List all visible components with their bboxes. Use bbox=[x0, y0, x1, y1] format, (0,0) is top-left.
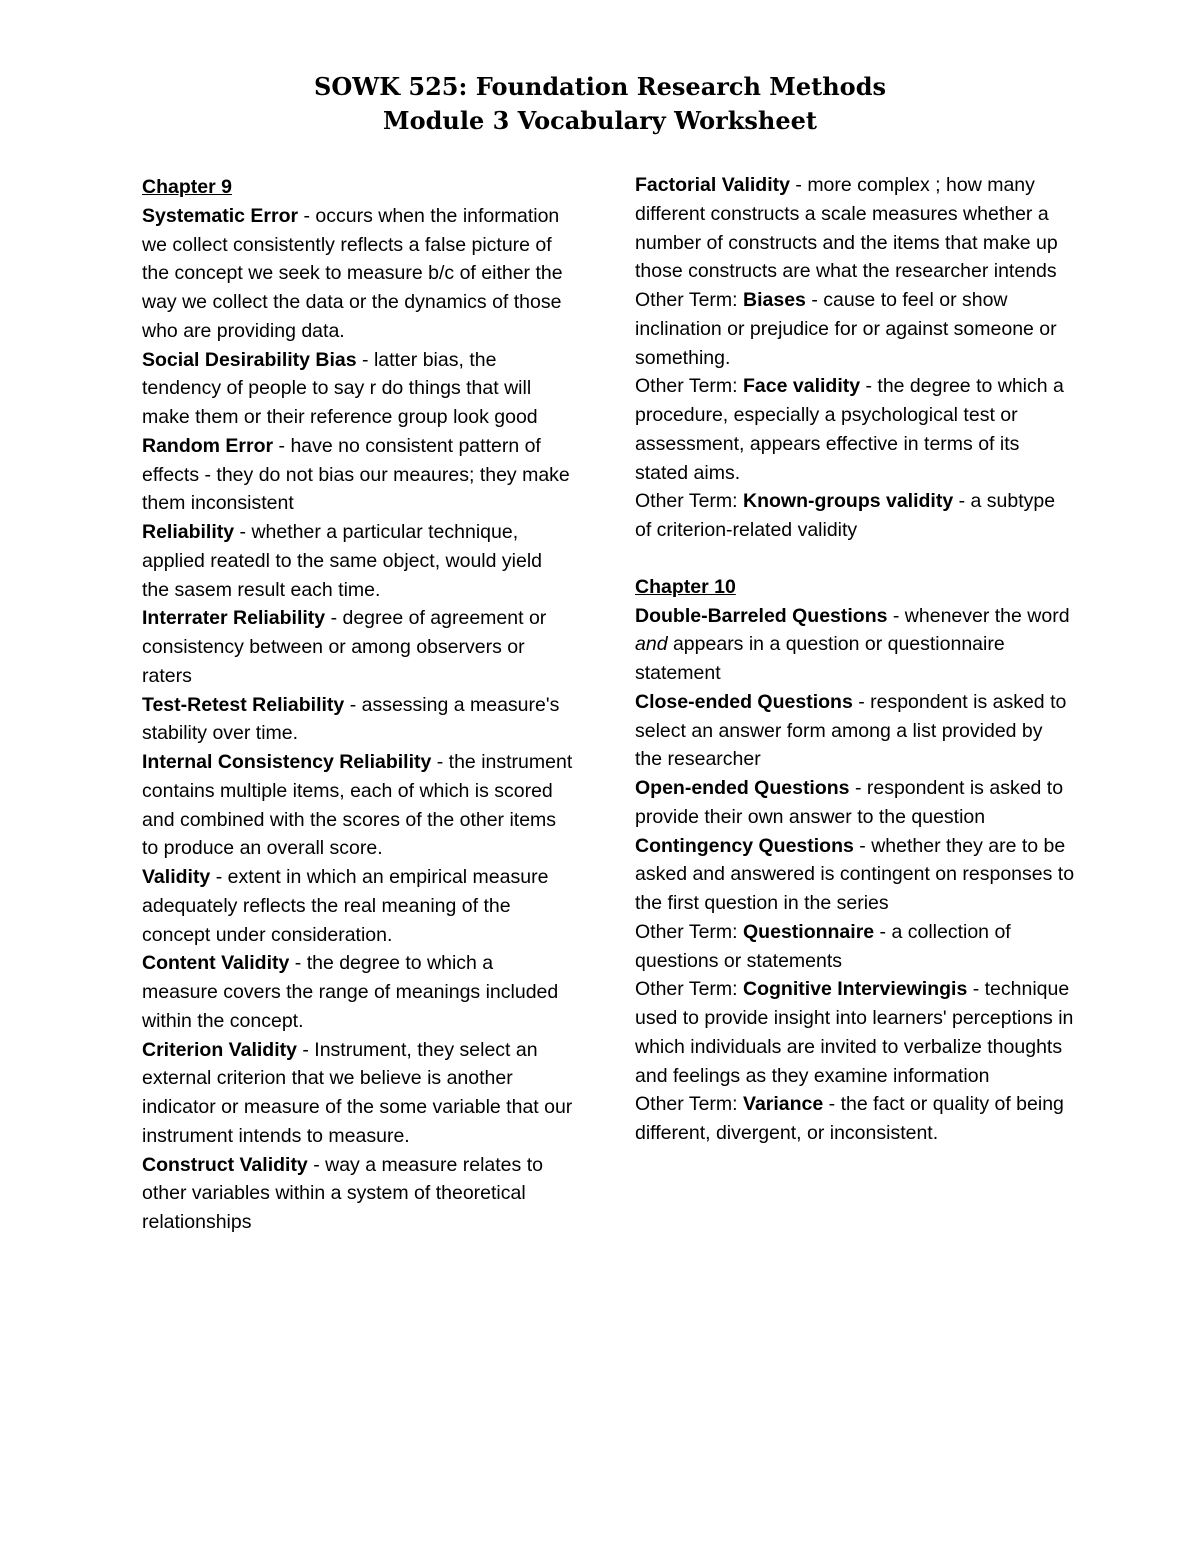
vocab-term: Criterion Validity bbox=[142, 1038, 297, 1061]
vocab-term: Contingency Questions bbox=[635, 834, 854, 857]
vocab-entry bbox=[142, 691, 574, 749]
vocab-term: Close-ended Questions bbox=[635, 690, 853, 713]
vocab-term: Internal Consistency Reliability bbox=[142, 751, 432, 773]
vocab-entry bbox=[635, 918, 1075, 976]
vocab-other-term-prefix: Other Term: bbox=[635, 289, 744, 311]
vocab-entry bbox=[142, 346, 574, 432]
vocab-entry bbox=[635, 602, 1075, 688]
chapter-9-continued-entries bbox=[635, 171, 1075, 545]
vocab-other-term-prefix: Other Term: bbox=[635, 490, 744, 513]
vocab-entry bbox=[142, 604, 574, 690]
vocab-definition: - respondent is asked to provide their own answer to the question bbox=[635, 777, 1064, 828]
vocab-definition: - the fact or quality of being different, divergent, or inconsistent. bbox=[635, 1093, 1064, 1144]
chapter-10-entries bbox=[635, 688, 1075, 1148]
vocab-term: Content Validity bbox=[142, 952, 290, 975]
vocab-definition: - have no consistent pattern of effects - they do not bias our meaures; they make them inconsistent bbox=[142, 434, 570, 515]
document-subtitle: Module 3 Vocabulary Worksheet bbox=[383, 106, 817, 135]
vocab-definition: - technique used to provide insight into learners' perceptions in which individuals are invited to verbalize thoughts and feelings as they examine information bbox=[635, 978, 1074, 1087]
vocab-entry bbox=[142, 863, 574, 949]
vocab-entry bbox=[635, 975, 1075, 1090]
vocab-entry bbox=[142, 518, 574, 604]
vocab-definition: - the instrument contains multiple items, each of which is scored and combined with the scores of the other items to produce an overall score. bbox=[142, 751, 573, 860]
vocab-definition: - the degree to which a measure covers the range of meanings included within the concept. bbox=[142, 952, 559, 1032]
vocab-term: Double-Barreled Questions bbox=[635, 604, 888, 627]
vocab-term: Interrater Reliability bbox=[142, 607, 326, 630]
vocab-definition: - a subtype of criterion-related validity bbox=[635, 490, 1056, 541]
vocab-term: Validity bbox=[142, 866, 211, 888]
vocab-definition: appears in a question or questionnaire statement bbox=[635, 633, 1005, 684]
vocab-definition: - whether they are to be asked and answered is contingent on responses to the first question in the series bbox=[635, 834, 1075, 914]
vocab-term: Questionnaire bbox=[743, 920, 875, 943]
vocab-term: Face validity bbox=[743, 375, 861, 398]
vocab-term: Open-ended Questions bbox=[635, 777, 850, 799]
document-title: SOWK 525: Foundation Research Methods bbox=[314, 72, 886, 101]
vocab-entry bbox=[142, 1151, 574, 1237]
section-spacer bbox=[635, 545, 1075, 573]
vocab-definition-emphasis: and bbox=[635, 633, 668, 656]
vocab-definition: - extent in which an empirical measure adequately reflects the real meaning of the concept under consideration. bbox=[142, 866, 549, 946]
vocab-other-term-prefix: Other Term: bbox=[635, 978, 744, 1001]
right-column bbox=[635, 171, 1075, 1148]
vocab-definition: - latter bias, the tendency of people to say r do things that will make them or their reference group look good bbox=[142, 348, 538, 428]
vocab-term: Factorial Validity bbox=[635, 174, 790, 196]
vocab-definition: - way a measure relates to other variables within a system of theoretical relationships bbox=[142, 1153, 543, 1233]
vocab-definition: - occurs when the information we collect consistently reflects a false picture of the concept we seek to measure b/c of either the way we collect the data or the dynamics of those who are providing data. bbox=[142, 204, 563, 342]
vocab-definition: - the degree to which a procedure, especially a psychological test or assessment, appears effective in terms of its stated aims. bbox=[635, 375, 1064, 484]
document-header bbox=[0, 70, 1200, 138]
vocab-other-term-prefix: Other Term: bbox=[635, 920, 744, 943]
vocab-entry bbox=[635, 832, 1075, 918]
vocab-term: Cognitive Interviewingis bbox=[743, 978, 968, 1001]
vocab-definition: - Instrument, they select an external criterion that we believe is another indicator or measure of the some variable that our instrument intends to measure. bbox=[142, 1038, 573, 1147]
vocab-entry bbox=[635, 1090, 1075, 1148]
vocab-definition: - degree of agreement or consistency between or among observers or raters bbox=[142, 607, 547, 687]
vocab-term: Test-Retest Reliability bbox=[142, 693, 345, 716]
chapter-9-heading: Chapter 9 bbox=[142, 176, 232, 198]
vocab-definition: - whenever the word bbox=[887, 604, 1070, 627]
vocab-definition: - cause to feel or show inclination or prejudice for or against someone or something. bbox=[635, 289, 1057, 369]
vocab-definition: - assessing a measure's stability over time. bbox=[142, 693, 560, 745]
vocab-entry bbox=[142, 949, 574, 1035]
vocab-entry bbox=[635, 774, 1075, 832]
vocab-other-term-prefix: Other Term: bbox=[635, 375, 744, 398]
vocab-term: Known-groups validity bbox=[743, 490, 954, 513]
vocab-term: Reliability bbox=[142, 521, 235, 543]
vocab-definition: - whether a particular technique, applied reatedl to the same object, would yield the sasem result each time. bbox=[142, 521, 542, 601]
vocab-term: Biases bbox=[743, 289, 806, 311]
vocab-entry bbox=[142, 1036, 574, 1151]
vocab-entry bbox=[635, 286, 1075, 372]
vocab-entry bbox=[635, 171, 1075, 286]
vocab-term: Variance bbox=[743, 1093, 824, 1116]
left-column bbox=[142, 173, 574, 1237]
vocab-entry bbox=[142, 432, 574, 518]
vocab-entry bbox=[635, 372, 1075, 487]
vocab-definition: - respondent is asked to select an answer form among a list provided by the researcher bbox=[635, 690, 1067, 771]
vocab-term: Construct Validity bbox=[142, 1153, 308, 1176]
vocab-entry bbox=[635, 487, 1075, 545]
chapter-9-entries bbox=[142, 202, 574, 1237]
vocab-term: Systematic Error bbox=[142, 204, 299, 227]
vocab-other-term-prefix: Other Term: bbox=[635, 1093, 744, 1116]
vocab-term: Random Error bbox=[142, 434, 274, 457]
vocab-term: Social Desirability Bias bbox=[142, 348, 357, 371]
chapter-10-heading: Chapter 10 bbox=[635, 575, 736, 598]
vocab-entry bbox=[142, 748, 574, 863]
vocab-definition: - more complex ; how many different constructs a scale measures whether a number of constructs and the items that make up those constructs are what the researcher intends bbox=[635, 174, 1058, 283]
vocab-entry bbox=[142, 202, 574, 346]
vocab-definition: - a collection of questions or statements bbox=[635, 920, 1011, 972]
vocab-entry bbox=[635, 688, 1075, 774]
